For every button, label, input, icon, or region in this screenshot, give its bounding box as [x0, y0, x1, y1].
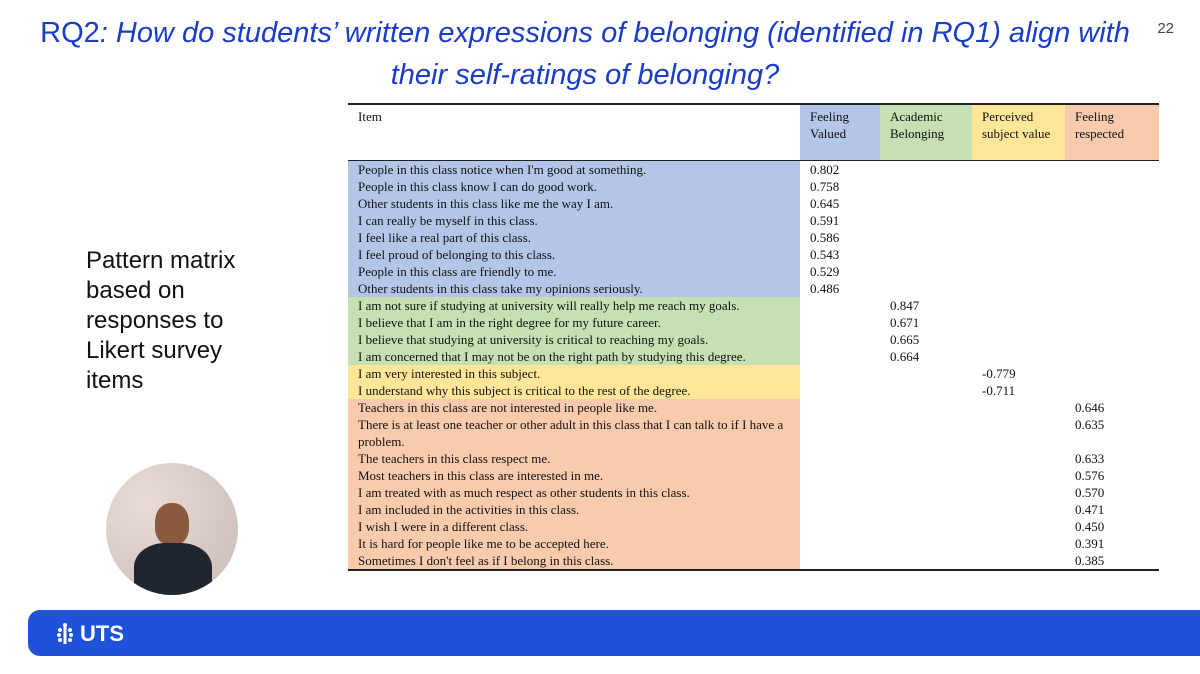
- empty-cell: [1065, 331, 1159, 348]
- table-row: [348, 161, 1159, 179]
- page-number: 22: [1157, 20, 1174, 37]
- table-row: [348, 229, 1159, 246]
- loading-value: 0.645: [810, 196, 840, 211]
- loading-value: 0.385: [1075, 553, 1105, 568]
- empty-cell: [972, 263, 1065, 280]
- loading-value: 0.391: [1075, 536, 1105, 551]
- item-text: People in this class notice when I'm good at something.: [348, 161, 800, 179]
- empty-cell: [800, 467, 880, 484]
- item-text: I am included in the activities in this class.: [348, 501, 800, 518]
- empty-cell: [880, 365, 972, 382]
- table-row: [348, 263, 1159, 280]
- pattern-matrix-table-wrap: [348, 103, 1159, 571]
- empty-cell: [800, 518, 880, 535]
- table-row: [348, 501, 1159, 518]
- loading-value: 0.471: [1075, 502, 1105, 517]
- item-text: I believe that I am in the right degree for my future career.: [348, 314, 800, 331]
- table-row: [348, 467, 1159, 484]
- table-header-row: [348, 104, 1159, 161]
- loading-value: 0.576: [1075, 468, 1105, 483]
- loading-value: 0.665: [890, 332, 920, 347]
- header-feeling-valued: Feeling Valued: [800, 104, 880, 161]
- empty-cell: [1065, 161, 1159, 179]
- empty-cell: [880, 484, 972, 501]
- empty-cell: [972, 297, 1065, 314]
- empty-cell: [972, 518, 1065, 535]
- empty-cell: [800, 365, 880, 382]
- empty-cell: [972, 161, 1065, 179]
- item-text: There is at least one teacher or other adult in this class that I can talk to if I have a problem.: [348, 416, 800, 450]
- presenter-avatar: [106, 463, 238, 595]
- empty-cell: [1065, 348, 1159, 365]
- loading-value: 0.586: [810, 230, 840, 245]
- empty-cell: [1065, 178, 1159, 195]
- empty-cell: [1065, 297, 1159, 314]
- table-row: [348, 280, 1159, 297]
- avatar-head: [155, 503, 189, 545]
- empty-cell: [800, 450, 880, 467]
- empty-cell: [972, 467, 1065, 484]
- loading-value: 0.450: [1075, 519, 1105, 534]
- item-text: I understand why this subject is critical to the rest of the degree.: [348, 382, 800, 399]
- table-body: [348, 161, 1159, 571]
- empty-cell: [880, 518, 972, 535]
- item-text: I am concerned that I may not be on the right path by studying this degree.: [348, 348, 800, 365]
- empty-cell: [972, 535, 1065, 552]
- empty-cell: [880, 467, 972, 484]
- loading-value: 0.671: [890, 315, 920, 330]
- empty-cell: [880, 416, 972, 450]
- table-row: [348, 416, 1159, 450]
- loading-value: 0.847: [890, 298, 920, 313]
- header-perceived-subject-value: Perceived subject value: [972, 104, 1065, 161]
- empty-cell: [972, 229, 1065, 246]
- empty-cell: [880, 382, 972, 399]
- table-row: [348, 195, 1159, 212]
- empty-cell: [972, 178, 1065, 195]
- table-row: [348, 212, 1159, 229]
- loading-value: 0.664: [890, 349, 920, 364]
- table-row: [348, 297, 1159, 314]
- empty-cell: [972, 552, 1065, 570]
- title-lead: RQ2: [40, 17, 100, 49]
- empty-cell: [800, 416, 880, 450]
- table-row: [348, 246, 1159, 263]
- empty-cell: [880, 195, 972, 212]
- empty-cell: [800, 382, 880, 399]
- header-item: Item: [358, 109, 382, 124]
- empty-cell: [972, 195, 1065, 212]
- logo-text: UTS: [80, 621, 124, 646]
- empty-cell: [1065, 246, 1159, 263]
- uts-crest-icon: [56, 622, 74, 646]
- loading-value: 0.633: [1075, 451, 1105, 466]
- table-row: [348, 535, 1159, 552]
- header-feeling-respected: Feeling respected: [1065, 104, 1159, 161]
- empty-cell: [800, 552, 880, 570]
- empty-cell: [880, 280, 972, 297]
- empty-cell: [1065, 263, 1159, 280]
- empty-cell: [800, 484, 880, 501]
- footer-bar: [28, 610, 1200, 656]
- slide-title: [30, 12, 1140, 96]
- title-question: : How do students’ written expressions of belonging (identified in RQ1) align with their self-ratings of belonging?: [99, 17, 1130, 91]
- header-academic-belonging: Academic Belonging: [880, 104, 972, 161]
- item-text: People in this class know I can do good work.: [348, 178, 800, 195]
- item-text: I feel like a real part of this class.: [348, 229, 800, 246]
- pattern-matrix-table: [348, 103, 1159, 571]
- uts-logo: [56, 622, 124, 646]
- item-text: I am not sure if studying at university will really help me reach my goals.: [348, 297, 800, 314]
- empty-cell: [1065, 195, 1159, 212]
- item-text: It is hard for people like me to be accepted here.: [348, 535, 800, 552]
- empty-cell: [880, 399, 972, 416]
- item-text: Most teachers in this class are interested in me.: [348, 467, 800, 484]
- empty-cell: [880, 501, 972, 518]
- loading-value: 0.529: [810, 264, 840, 279]
- empty-cell: [800, 331, 880, 348]
- empty-cell: [972, 212, 1065, 229]
- item-text: I can really be myself in this class.: [348, 212, 800, 229]
- pattern-matrix-caption: Pattern matrix based on responses to Likert survey items: [86, 247, 236, 394]
- item-text: The teachers in this class respect me.: [348, 450, 800, 467]
- empty-cell: [972, 416, 1065, 450]
- table-row: [348, 399, 1159, 416]
- item-text: Sometimes I don't feel as if I belong in this class.: [348, 552, 800, 570]
- empty-cell: [1065, 314, 1159, 331]
- table-row: [348, 314, 1159, 331]
- loading-value: -0.779: [982, 366, 1016, 381]
- item-text: People in this class are friendly to me.: [348, 263, 800, 280]
- empty-cell: [1065, 365, 1159, 382]
- empty-cell: [880, 229, 972, 246]
- empty-cell: [972, 314, 1065, 331]
- table-row: [348, 382, 1159, 399]
- item-text: I feel proud of belonging to this class.: [348, 246, 800, 263]
- empty-cell: [972, 246, 1065, 263]
- item-text: Other students in this class take my opinions seriously.: [348, 280, 800, 297]
- empty-cell: [972, 399, 1065, 416]
- empty-cell: [1065, 212, 1159, 229]
- loading-value: 0.646: [1075, 400, 1105, 415]
- empty-cell: [880, 450, 972, 467]
- empty-cell: [1065, 229, 1159, 246]
- empty-cell: [880, 178, 972, 195]
- loading-value: 0.635: [1075, 417, 1105, 432]
- empty-cell: [972, 280, 1065, 297]
- empty-cell: [1065, 382, 1159, 399]
- empty-cell: [972, 501, 1065, 518]
- empty-cell: [972, 484, 1065, 501]
- empty-cell: [880, 535, 972, 552]
- item-text: I believe that studying at university is critical to reaching my goals.: [348, 331, 800, 348]
- loading-value: -0.711: [982, 383, 1016, 398]
- item-text: Teachers in this class are not interested in people like me.: [348, 399, 800, 416]
- table-row: [348, 365, 1159, 382]
- empty-cell: [800, 348, 880, 365]
- table-row: [348, 484, 1159, 501]
- empty-cell: [972, 348, 1065, 365]
- empty-cell: [880, 552, 972, 570]
- empty-cell: [800, 314, 880, 331]
- loading-value: 0.591: [810, 213, 840, 228]
- empty-cell: [880, 161, 972, 179]
- table-row: [348, 348, 1159, 365]
- item-text: I am treated with as much respect as other students in this class.: [348, 484, 800, 501]
- loading-value: 0.486: [810, 281, 840, 296]
- empty-cell: [800, 297, 880, 314]
- empty-cell: [880, 263, 972, 280]
- empty-cell: [800, 501, 880, 518]
- empty-cell: [880, 246, 972, 263]
- loading-value: 0.802: [810, 162, 840, 177]
- table-row: [348, 450, 1159, 467]
- empty-cell: [880, 212, 972, 229]
- table-row: [348, 518, 1159, 535]
- loading-value: 0.543: [810, 247, 840, 262]
- loading-value: 0.570: [1075, 485, 1105, 500]
- table-row: [348, 552, 1159, 570]
- empty-cell: [1065, 280, 1159, 297]
- loading-value: 0.758: [810, 179, 840, 194]
- item-text: Other students in this class like me the way I am.: [348, 195, 800, 212]
- avatar-body: [134, 543, 212, 595]
- item-text: I wish I were in a different class.: [348, 518, 800, 535]
- empty-cell: [972, 450, 1065, 467]
- empty-cell: [800, 535, 880, 552]
- empty-cell: [972, 331, 1065, 348]
- empty-cell: [800, 399, 880, 416]
- item-text: I am very interested in this subject.: [348, 365, 800, 382]
- table-row: [348, 331, 1159, 348]
- table-row: [348, 178, 1159, 195]
